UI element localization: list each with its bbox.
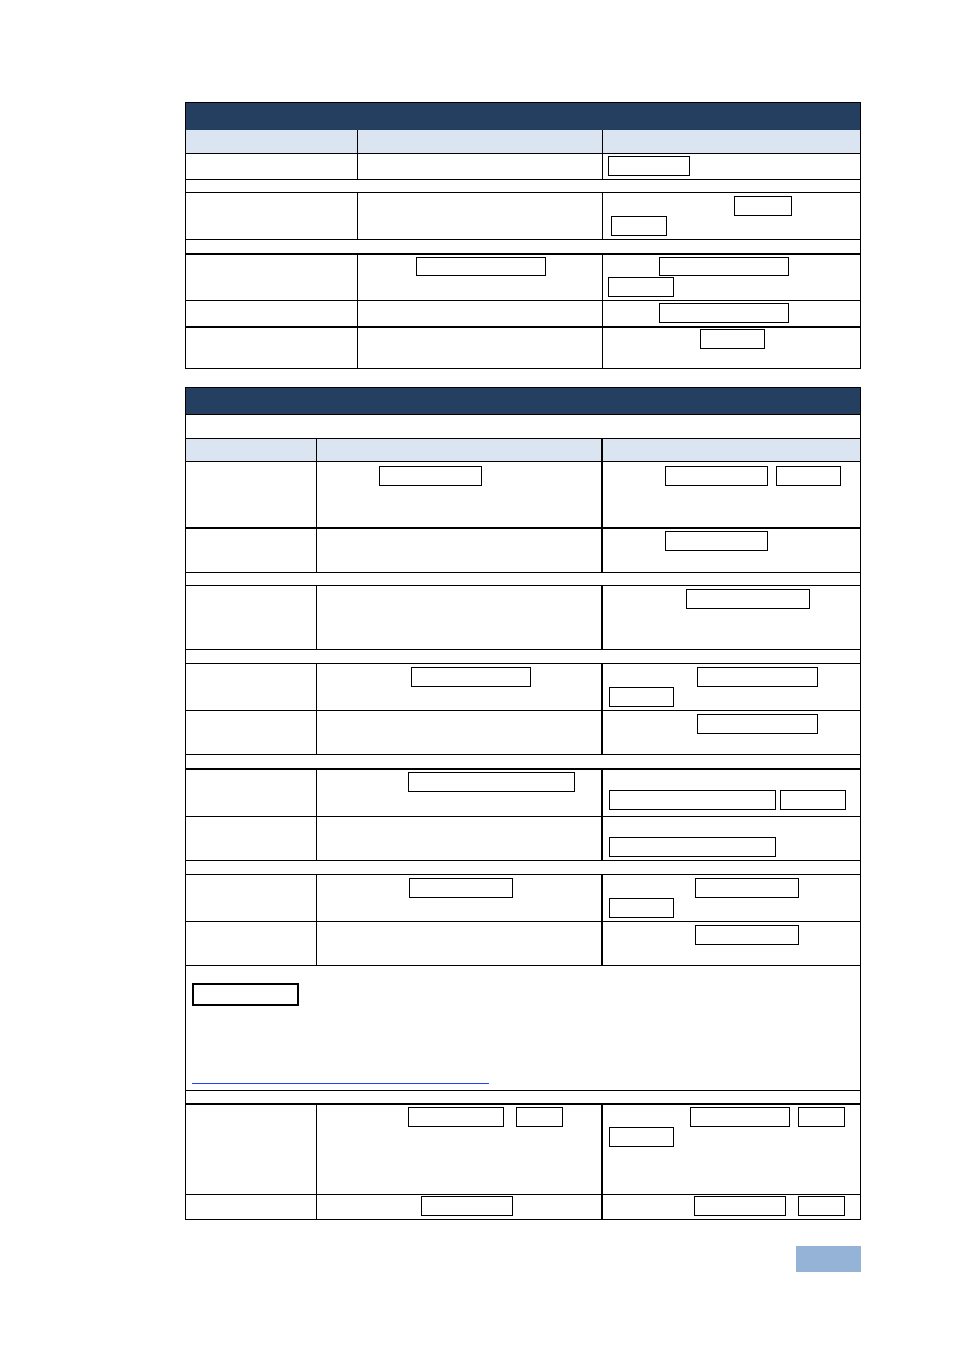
table-2-row-rule xyxy=(186,754,860,755)
table-2-col-rule xyxy=(601,768,603,860)
syntax-box xyxy=(608,156,690,176)
syntax-box xyxy=(659,303,789,323)
table-1-row-rule xyxy=(186,253,860,255)
syntax-box xyxy=(697,714,818,734)
syntax-box xyxy=(408,1107,504,1127)
page-number-badge xyxy=(796,1246,861,1272)
table-1-row-rule xyxy=(186,179,860,180)
table-1-col-rule xyxy=(357,253,358,368)
syntax-box xyxy=(776,466,841,486)
table-2-row-rule xyxy=(186,572,860,573)
table-2-row-rule xyxy=(186,874,860,875)
syntax-box xyxy=(421,1196,513,1216)
command-table-2 xyxy=(185,387,861,1220)
table-1-row-rule xyxy=(186,239,860,240)
table-2-row-rule xyxy=(186,860,860,861)
syntax-box xyxy=(408,772,575,792)
syntax-box xyxy=(609,687,674,707)
table-2-column-header-row xyxy=(186,438,860,462)
command-table-1 xyxy=(185,102,861,369)
syntax-box xyxy=(609,1127,674,1147)
syntax-box xyxy=(409,878,513,898)
syntax-box xyxy=(609,837,776,857)
table-2-row-rule xyxy=(186,921,860,922)
table-2-col-rule xyxy=(601,585,603,649)
table-2-col-rule xyxy=(601,1103,603,1219)
syntax-box xyxy=(686,589,810,609)
table-2-col-rule xyxy=(316,874,317,965)
table-2-col-rule xyxy=(601,874,603,965)
table-2-row-rule xyxy=(186,965,860,966)
syntax-box xyxy=(609,790,776,810)
table-2-row-rule xyxy=(186,585,860,586)
syntax-box xyxy=(665,466,768,486)
syntax-box xyxy=(665,531,768,551)
syntax-box xyxy=(379,466,482,486)
table-2-col-rule xyxy=(601,438,603,572)
table-2-title-bar xyxy=(186,388,860,414)
table-1-title-bar xyxy=(186,103,860,130)
table-2-col-rule xyxy=(316,1103,317,1219)
table-2-row-rule xyxy=(186,649,860,650)
table-2-col-rule xyxy=(316,768,317,860)
syntax-box xyxy=(798,1196,845,1216)
table-2-col-rule xyxy=(316,585,317,649)
syntax-box xyxy=(608,277,674,297)
syntax-box xyxy=(659,257,789,276)
syntax-box xyxy=(611,216,667,236)
table-2-col-rule xyxy=(601,663,603,754)
table-1-row-rule xyxy=(186,300,860,301)
table-1-column-header-row xyxy=(186,130,860,154)
table-2-row-rule xyxy=(186,1103,860,1105)
table-2-col-rule xyxy=(316,438,317,572)
table-2-row-rule xyxy=(186,1194,860,1195)
syntax-box xyxy=(516,1107,563,1127)
table-1-row-rule xyxy=(186,192,860,193)
table-2-row-rule xyxy=(186,414,860,415)
syntax-box xyxy=(700,329,765,349)
syntax-box xyxy=(695,878,799,898)
table-1-col-rule xyxy=(602,253,603,368)
syntax-box xyxy=(695,925,799,945)
table-2-col-rule xyxy=(316,663,317,754)
syntax-box xyxy=(609,898,674,918)
table-2-row-rule xyxy=(186,663,860,664)
table-1-col-rule xyxy=(357,130,358,179)
syntax-box xyxy=(734,196,792,216)
table-2-row-rule xyxy=(186,527,860,529)
table-1-col-rule xyxy=(602,130,603,179)
table-1-row-rule xyxy=(186,326,860,328)
syntax-box xyxy=(690,1107,790,1127)
note-label-box xyxy=(192,983,299,1006)
table-2-row-rule xyxy=(186,816,860,817)
syntax-box xyxy=(798,1107,845,1127)
syntax-box xyxy=(694,1196,786,1216)
table-2-row-rule xyxy=(186,710,860,711)
syntax-box xyxy=(697,667,818,687)
syntax-box xyxy=(416,257,546,276)
table-2-row-rule xyxy=(186,768,860,770)
table-2-row-rule xyxy=(186,1090,860,1091)
table-1-col-rule xyxy=(357,192,358,239)
table-1-col-rule xyxy=(602,192,603,239)
syntax-box xyxy=(411,667,531,687)
note-link-underline xyxy=(192,1083,489,1084)
syntax-box xyxy=(780,790,846,810)
